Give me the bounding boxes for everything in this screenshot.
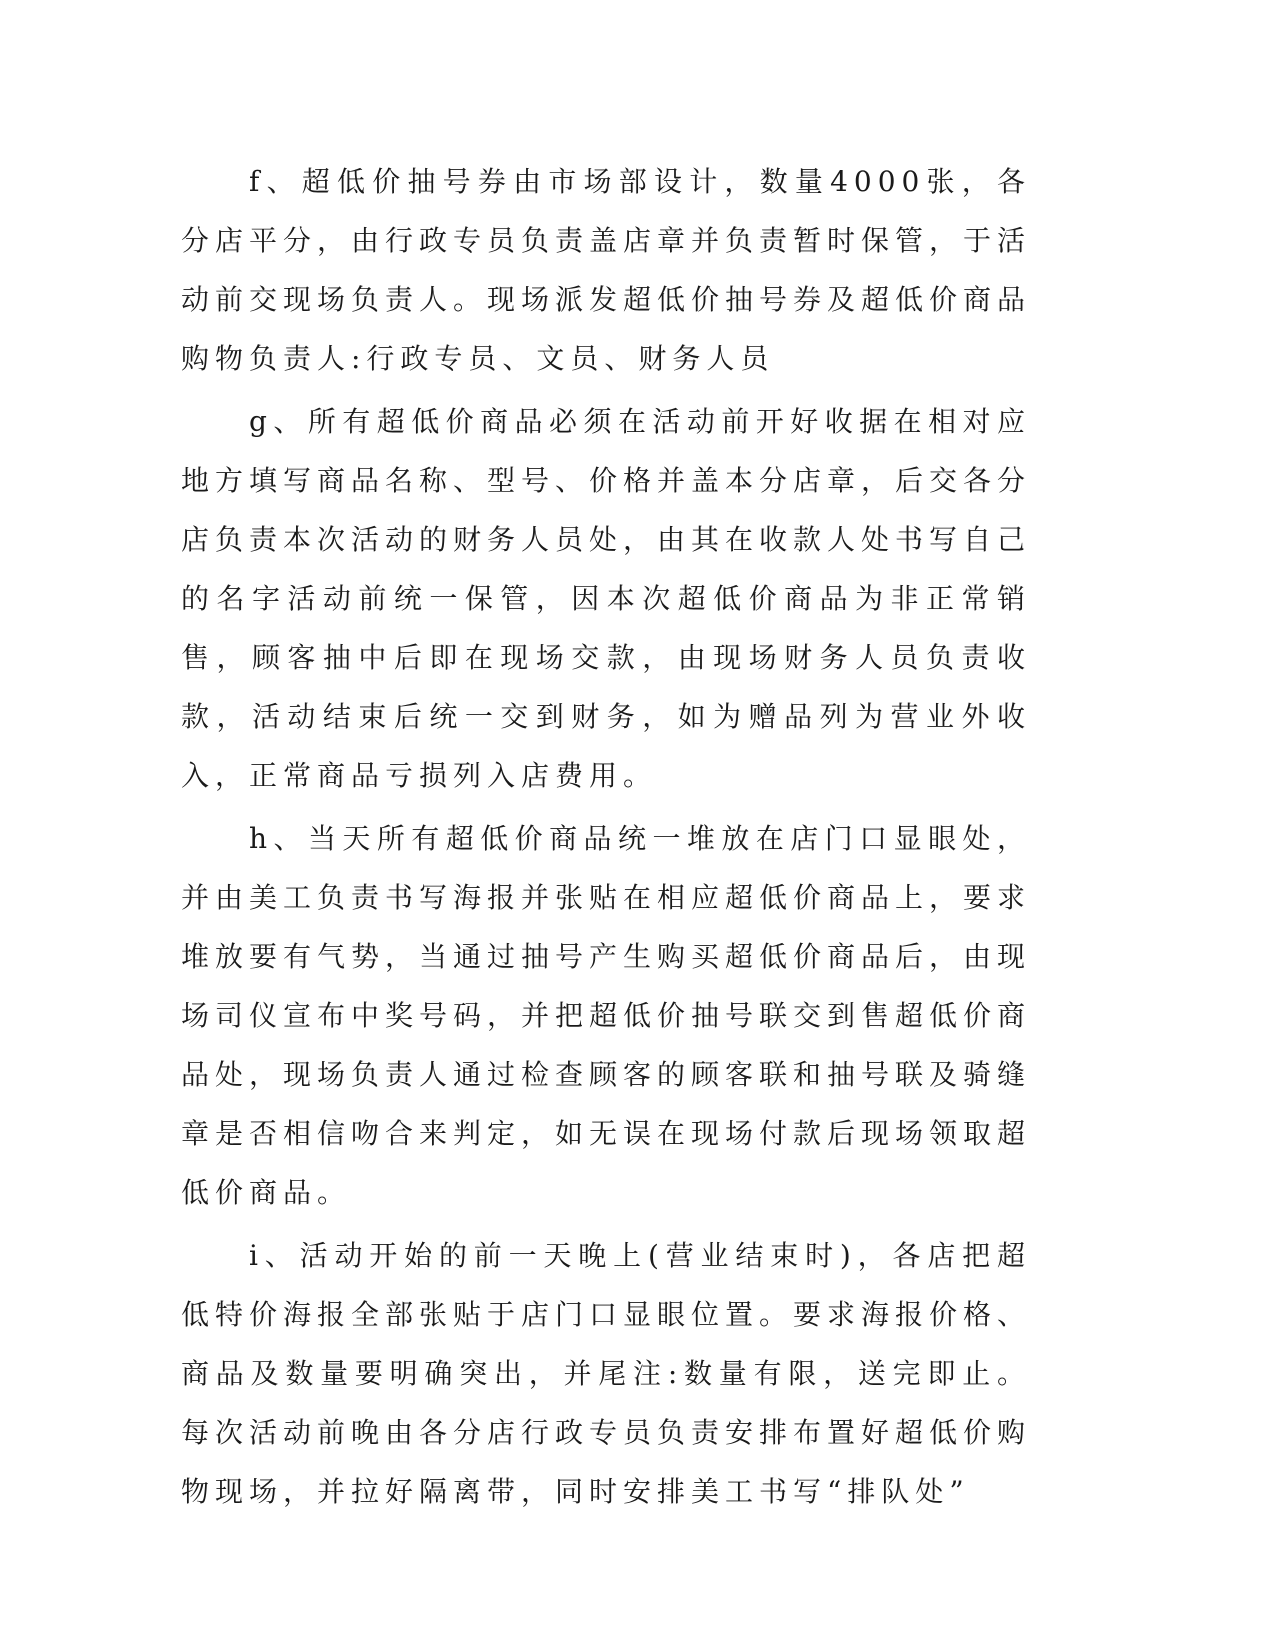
paragraph-g: g、所有超低价商品必须在活动前开好收据在相对应地方填写商品名称、型号、价格并盖本分店章，后交各分店负责本次活动的财务人员处，由其在收款人处书写自己的名字活动前统一保管，因本次超低价商品为非正常销售，顾客抽中后即在现场交款，由现场财务人员负责收款，活动结束后统一交到财务，如为赠品列为营业外收入，正常商品亏损列入店费用。 (181, 405, 1032, 792)
document-body (181, 152, 1031, 1525)
paragraph-h: h、当天所有超低价商品统一堆放在店门口显眼处，并由美工负责书写海报并张贴在相应超低价商品上，要求堆放要有气势，当通过抽号产生购买超低价商品后，由现场司仪宣布中奖号码，并把超低价抽号联交到售超低价商品处，现场负责人通过检查顾客的顾客联和抽号联及骑缝章是否相信吻合来判定，如无误在现场付款后现场领取超低价商品。 (181, 822, 1032, 1209)
paragraph-f: f、超低价抽号券由市场部设计，数量4000张，各分店平分，由行政专员负责盖店章并负责暂时保管，于活动前交现场负责人。现场派发超低价抽号券及超低价商品购物负责人:行政专员、文员、财务人员 (181, 165, 1032, 375)
paragraph-i: i、活动开始的前一天晚上(营业结束时)，各店把超低特价海报全部张贴于店门口显眼位置。要求海报价格、商品及数量要明确突出，并尾注:数量有限，送完即止。每次活动前晚由各分店行政专员负责安排布置好超低价购物现场，并拉好隔离带，同时安排美工书写“排队处” (181, 1239, 1032, 1508)
